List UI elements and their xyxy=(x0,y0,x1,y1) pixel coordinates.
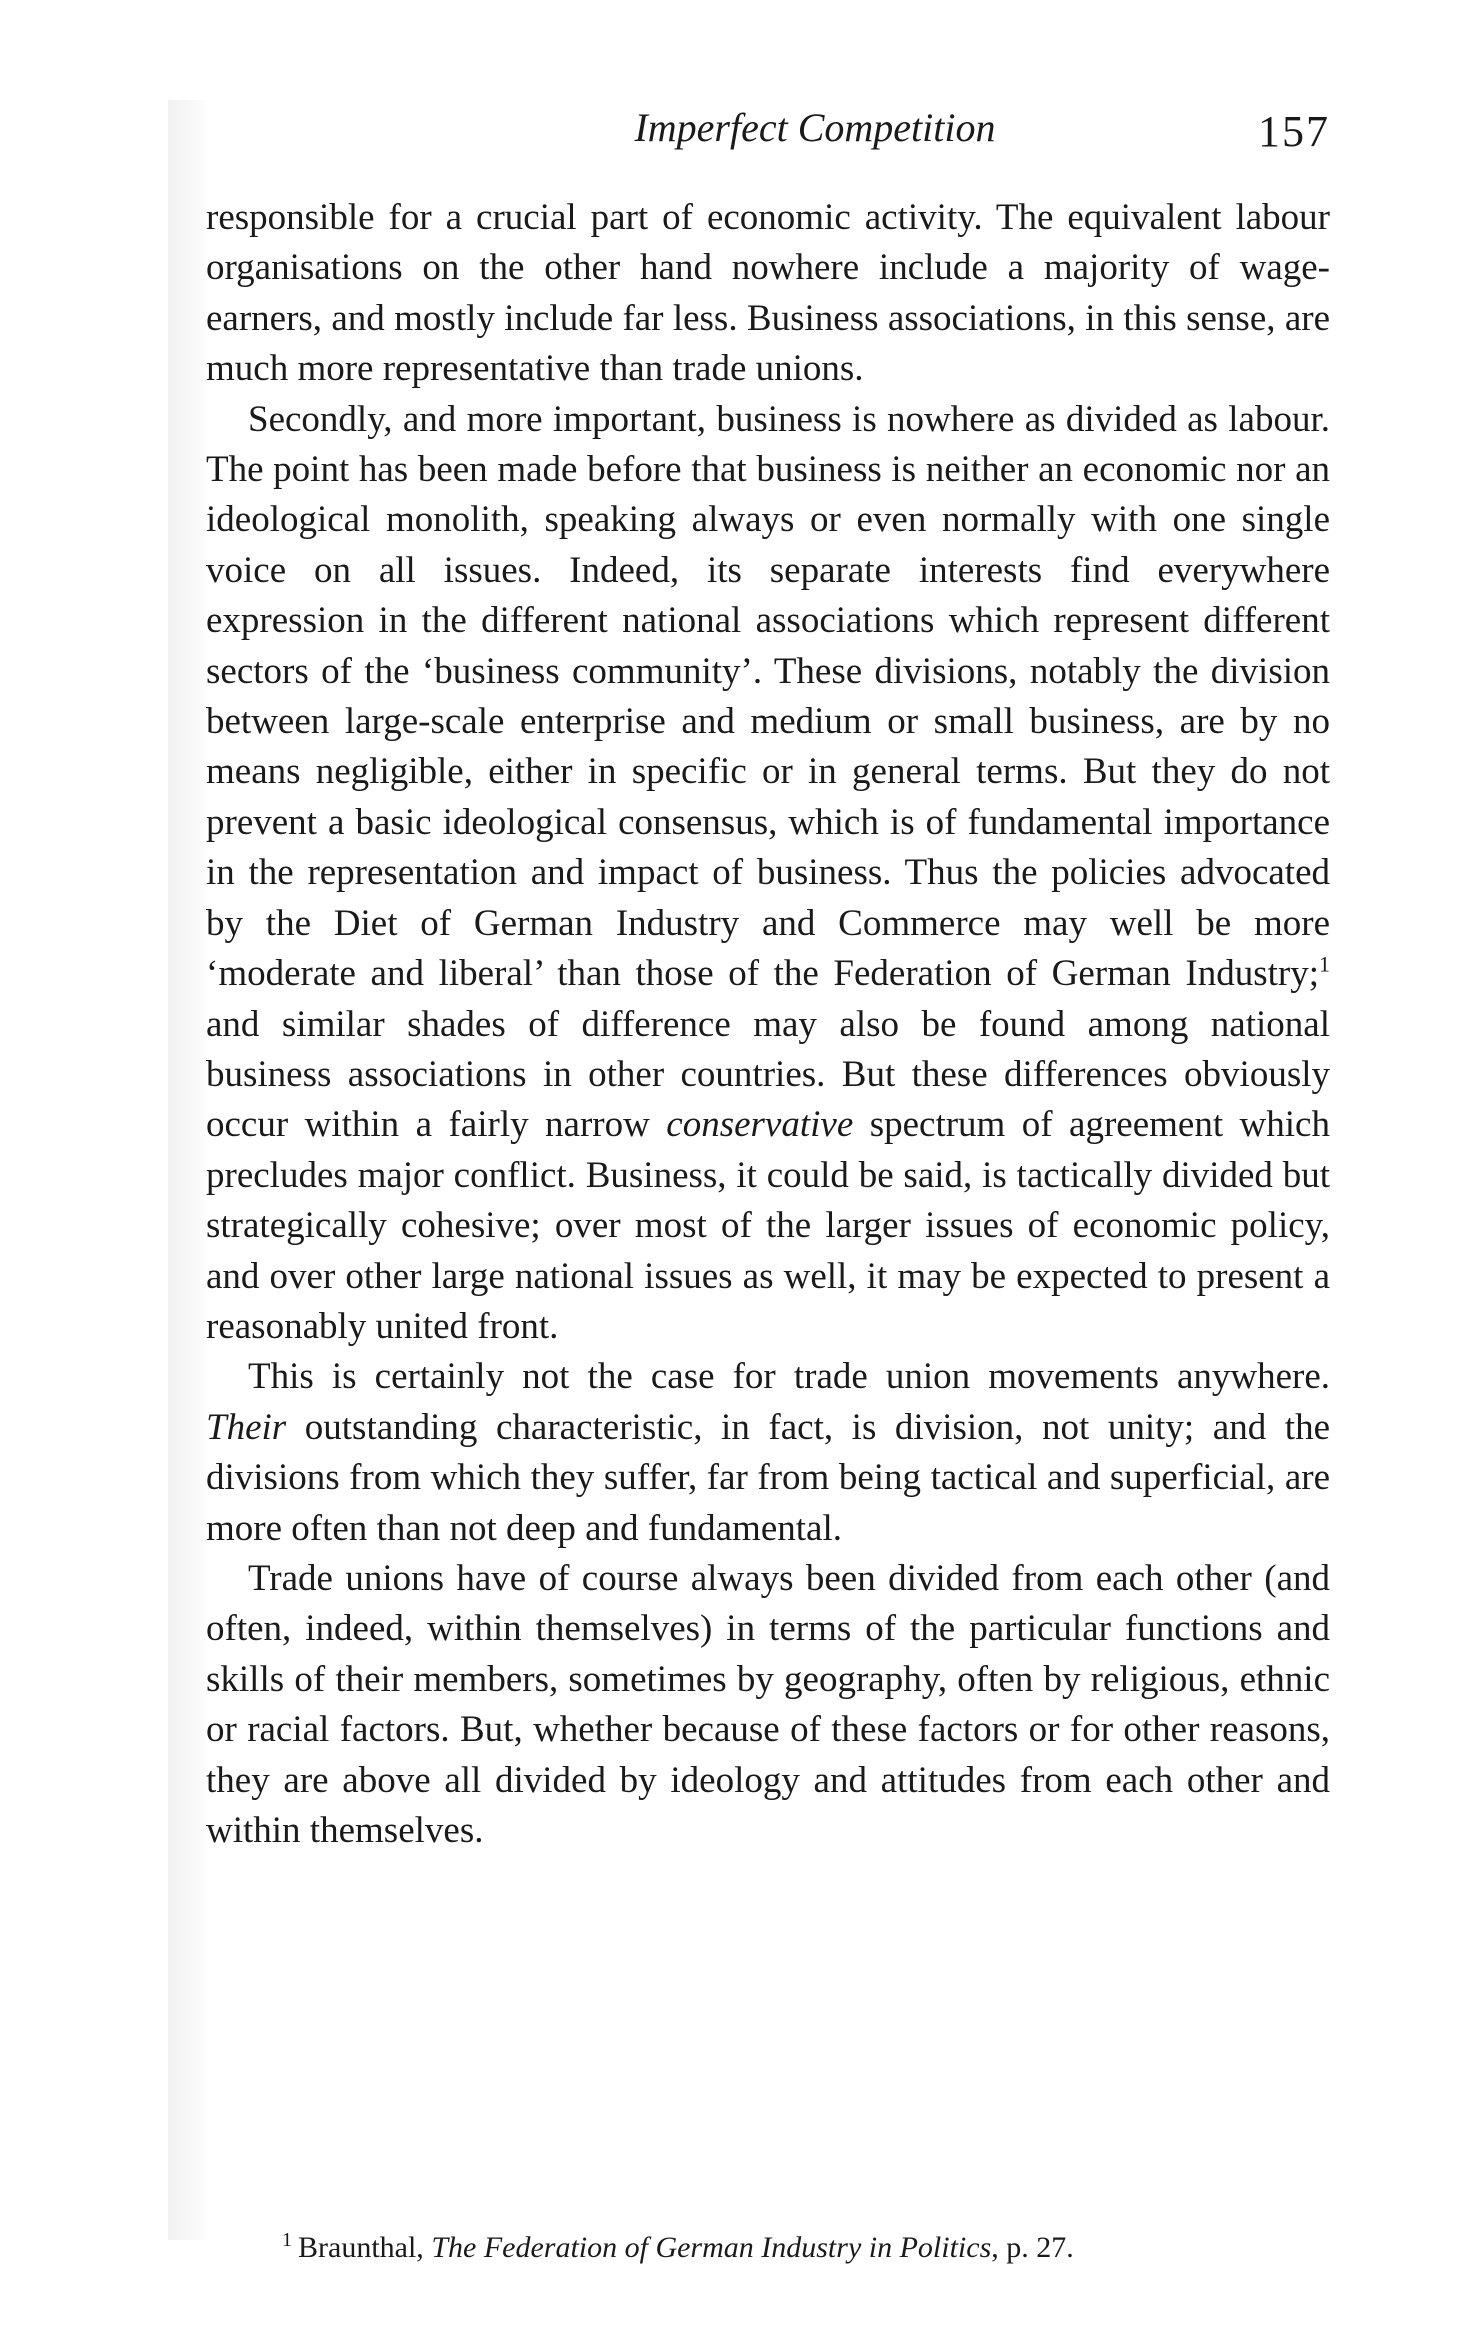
paragraph-2 xyxy=(206,395,1330,1353)
footnote-reference: 1 xyxy=(1319,951,1330,977)
footnote-suffix: , p. 27. xyxy=(991,2231,1074,2264)
paragraph-3-text-b: outstanding characteristic, in fact, is division, not unity; and the divisions from which they suffer, far from being tactical and superficial, are more often than not deep and fundamental. xyxy=(206,1406,1330,1549)
chapter-title: Imperfect Competition xyxy=(634,105,996,150)
scan-gutter-shadow xyxy=(168,100,206,2240)
footnote xyxy=(206,2228,1330,2268)
footnote-author: Braunthal, xyxy=(298,2231,432,2264)
running-head xyxy=(300,100,1330,170)
paragraph-2-text-a: Secondly, and more important, business is nowhere as divided as labour. The point has been made before that business is neither an economic nor an ideological monolith, speaking always or even normally with one single voice on all issues. Indeed, its separate interests find everywhere expression in the different national associations which represent different sectors of the ‘business community’. These divisions, notably the division between large-scale enterprise and medium or small business, are by no means negligible, either in specific or in general terms. But they do not prevent a basic ideological consensus, which is of fundamental importance in the representation and impact of business. Thus the policies advocated by the Diet of German Industry and Commerce may well be more ‘moderate and liberal’ than those of the Federation of German Industry; xyxy=(206,398,1330,995)
paragraph-1: responsible for a crucial part of economic activity. The equivalent labour organisations on the other hand nowhere include a majority of wage-earners, and mostly include far less. Business associations, in this sense, are much more representative than trade unions. xyxy=(206,197,1330,390)
body-text xyxy=(206,193,1330,1856)
paragraph-4: Trade unions have of course always been divided from each other (and often, indeed, within themselves) in terms of the particular functions and skills of their members, sometimes by geography, often by religious, ethnic or racial factors. But, whether because of these factors or for other reasons, they are above all divided by ideology and attitudes from each other and within themselves. xyxy=(206,1557,1330,1851)
paragraph-3-text-a: This is certainly not the case for trade union movements anywhere. xyxy=(248,1356,1330,1398)
paragraph-2-text-b: and similar shades of difference may also be found among national business associations in other countries. But these differences obviously occur within a fairly narrow xyxy=(206,1003,1330,1146)
page-number: 157 xyxy=(1258,107,1330,156)
paragraph-2-text-c: spectrum of agreement which precludes major conflict. Business, it could be said, is tactically divided but strategically cohesive; over most of the larger issues of economic policy, and over other large national issues as well, it may be expected to present a reasonably united front. xyxy=(206,1104,1330,1347)
paragraph-3-italic: Their xyxy=(206,1406,287,1448)
footnote-title: The Federation of German Industry in Politics xyxy=(431,2231,992,2264)
footnote-mark: 1 xyxy=(282,2229,292,2251)
paragraph-3 xyxy=(206,1352,1330,1554)
paragraph-2-italic: conservative xyxy=(666,1104,854,1146)
